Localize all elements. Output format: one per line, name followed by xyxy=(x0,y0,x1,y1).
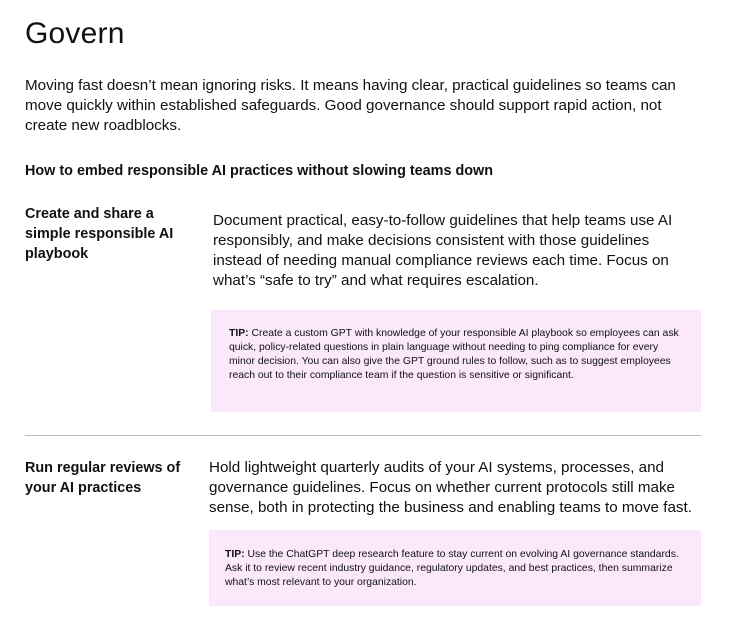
tip-body: Use the ChatGPT deep research feature to stay current on evolving AI governance standards. Ask it to review recent industry guidance, regulatory updates, and best practices, then summarize what’s most relevant to your organization. xyxy=(225,549,679,588)
tip-box xyxy=(209,530,701,606)
tip-label: TIP: xyxy=(225,549,245,560)
practice-description: Hold lightweight quarterly audits of your AI systems, processes, and governance guidelines. Focus on whether current protocols still make sense, both in protecting the business and enabling teams to move fast. xyxy=(209,459,692,516)
tip-text xyxy=(225,548,685,590)
intro-paragraph: Moving fast doesn’t mean ignoring risks. It means having clear, practical guidelines so teams can move quickly within established safeguards. Good governance should support rapid action, not create new roadblocks. xyxy=(25,77,676,134)
tip-body: Create a custom GPT with knowledge of your responsible AI playbook so employees can ask quick, policy-related questions in plain language without needing to ping compliance for every minor decision. You can also give the GPT ground rules to follow, such as to suggest employees reach out to their compliance team if the question is sensitive or significant. xyxy=(229,328,679,381)
practice-title: Run regular reviews of your AI practices xyxy=(25,460,181,496)
tip-text xyxy=(229,327,683,383)
practice-title: Create and share a simple responsible AI playbook xyxy=(25,206,174,262)
page-title: Govern xyxy=(25,17,125,50)
section-divider xyxy=(25,435,701,436)
section-heading: How to embed responsible AI practices without slowing teams down xyxy=(25,163,494,179)
tip-label: TIP: xyxy=(229,328,249,339)
tip-box xyxy=(211,310,701,412)
practice-description: Document practical, easy-to-follow guidelines that help teams use AI responsibly, and make decisions consistent with those guidelines instead of needing manual compliance reviews each time. Focus on what’s “safe to try” and what requires escalation. xyxy=(213,212,673,289)
